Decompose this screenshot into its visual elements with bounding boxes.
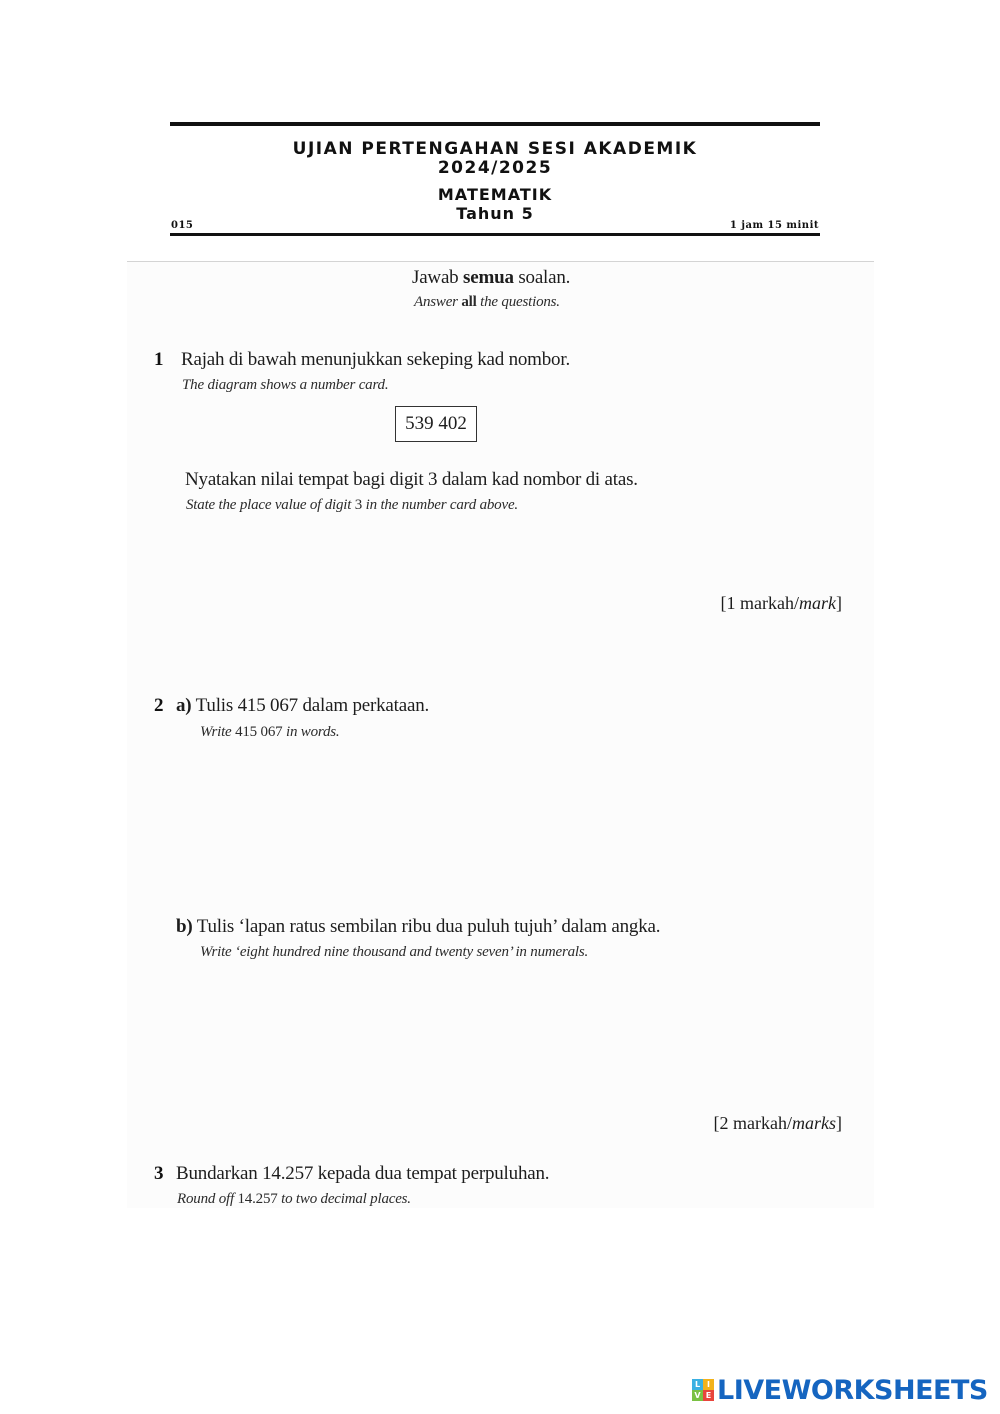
logo-letter-i: I [703,1379,714,1390]
instruction-ms-text-end: soalan. [513,267,571,288]
question-2-marks-close: ] [836,1113,842,1133]
exam-duration: 1 jam 15 minit [729,220,819,231]
question-2-number: 2 [154,695,164,716]
question-3-ms: Bundarkan 14.257 kepada dua tempat perpuluhan. [176,1163,550,1184]
question-1-intro-ms: Rajah di bawah menunjukkan sekeping kad nombor. [181,349,570,370]
instruction-en-bold: all [461,294,477,310]
question-2a-ms-text: Tulis 415 067 dalam perkataan. [195,695,430,716]
question-3-number: 3 [154,1163,164,1184]
instruction-ms-text: Jawab [412,267,464,288]
question-1-intro-en: The diagram shows a number card. [182,377,389,393]
exam-title: UJIAN PERTENGAHAN SESI AKADEMIK [292,139,698,159]
paper-code: 015 [171,220,194,231]
instruction-ms [412,267,570,289]
question-3-en-number: 14.257 [237,1191,278,1207]
exam-grade: Tahun 5 [456,204,534,223]
question-1-task-en-text: State the place value of digit [186,497,355,513]
question-2b-ms [176,916,660,938]
logo-grid-icon [692,1379,714,1401]
question-2-marks-italic: marks [792,1113,836,1133]
question-1-task-en-text-end: in the number card above. [362,497,518,513]
question-1-task-ms: Nyatakan nilai tempat bagi digit 3 dalam kad nombor di atas. [185,469,638,490]
question-1-number: 1 [154,349,164,370]
question-2-marks-text: [2 markah/ [713,1113,792,1133]
liveworksheets-logo[interactable] [692,1376,988,1404]
exam-header [170,122,820,236]
question-2a-en-text: Write [200,724,236,740]
question-1-task-en-digit: 3 [354,497,363,513]
instruction-en-text: Answer [414,294,462,310]
question-2a-en-text-end: in words. [282,724,340,740]
question-3-en-text-end: to two decimal places. [277,1191,411,1207]
question-2a-label: a) [176,695,192,716]
question-2a-en [200,724,339,741]
logo-letter-e: E [703,1390,714,1401]
question-2-marks [714,1113,842,1134]
question-1-marks [721,593,842,614]
number-card: 539 402 [395,406,477,442]
question-1-marks-close: ] [836,593,842,613]
question-1-marks-italic: mark [799,593,836,613]
question-2b-ms-text: Tulis ‘lapan ratus sembilan ribu dua puluh tujuh’ dalam angka. [196,916,661,937]
logo-letter-v: V [692,1390,703,1401]
instruction-en [414,294,560,311]
logo-letter-l: L [692,1379,703,1390]
question-1-task-en [186,497,518,514]
question-3-en [177,1191,411,1208]
exam-subject: MATEMATIK [437,185,553,204]
exam-year: 2024/2025 [437,158,553,178]
instruction-ms-bold: semua [463,267,514,288]
question-3-en-text: Round off [177,1191,238,1207]
instruction-en-text-end: the questions. [476,294,560,310]
question-2b-label: b) [176,916,193,937]
logo-wordmark: LIVEWORKSHEETS [717,1374,988,1406]
question-2a-en-number: 415 067 [235,724,283,740]
question-2b-en: Write ‘eight hundred nine thousand and twenty seven’ in numerals. [200,944,589,960]
question-2a-ms [176,695,429,717]
question-1-marks-text: [1 markah/ [720,593,799,613]
question-paper [127,261,874,1208]
